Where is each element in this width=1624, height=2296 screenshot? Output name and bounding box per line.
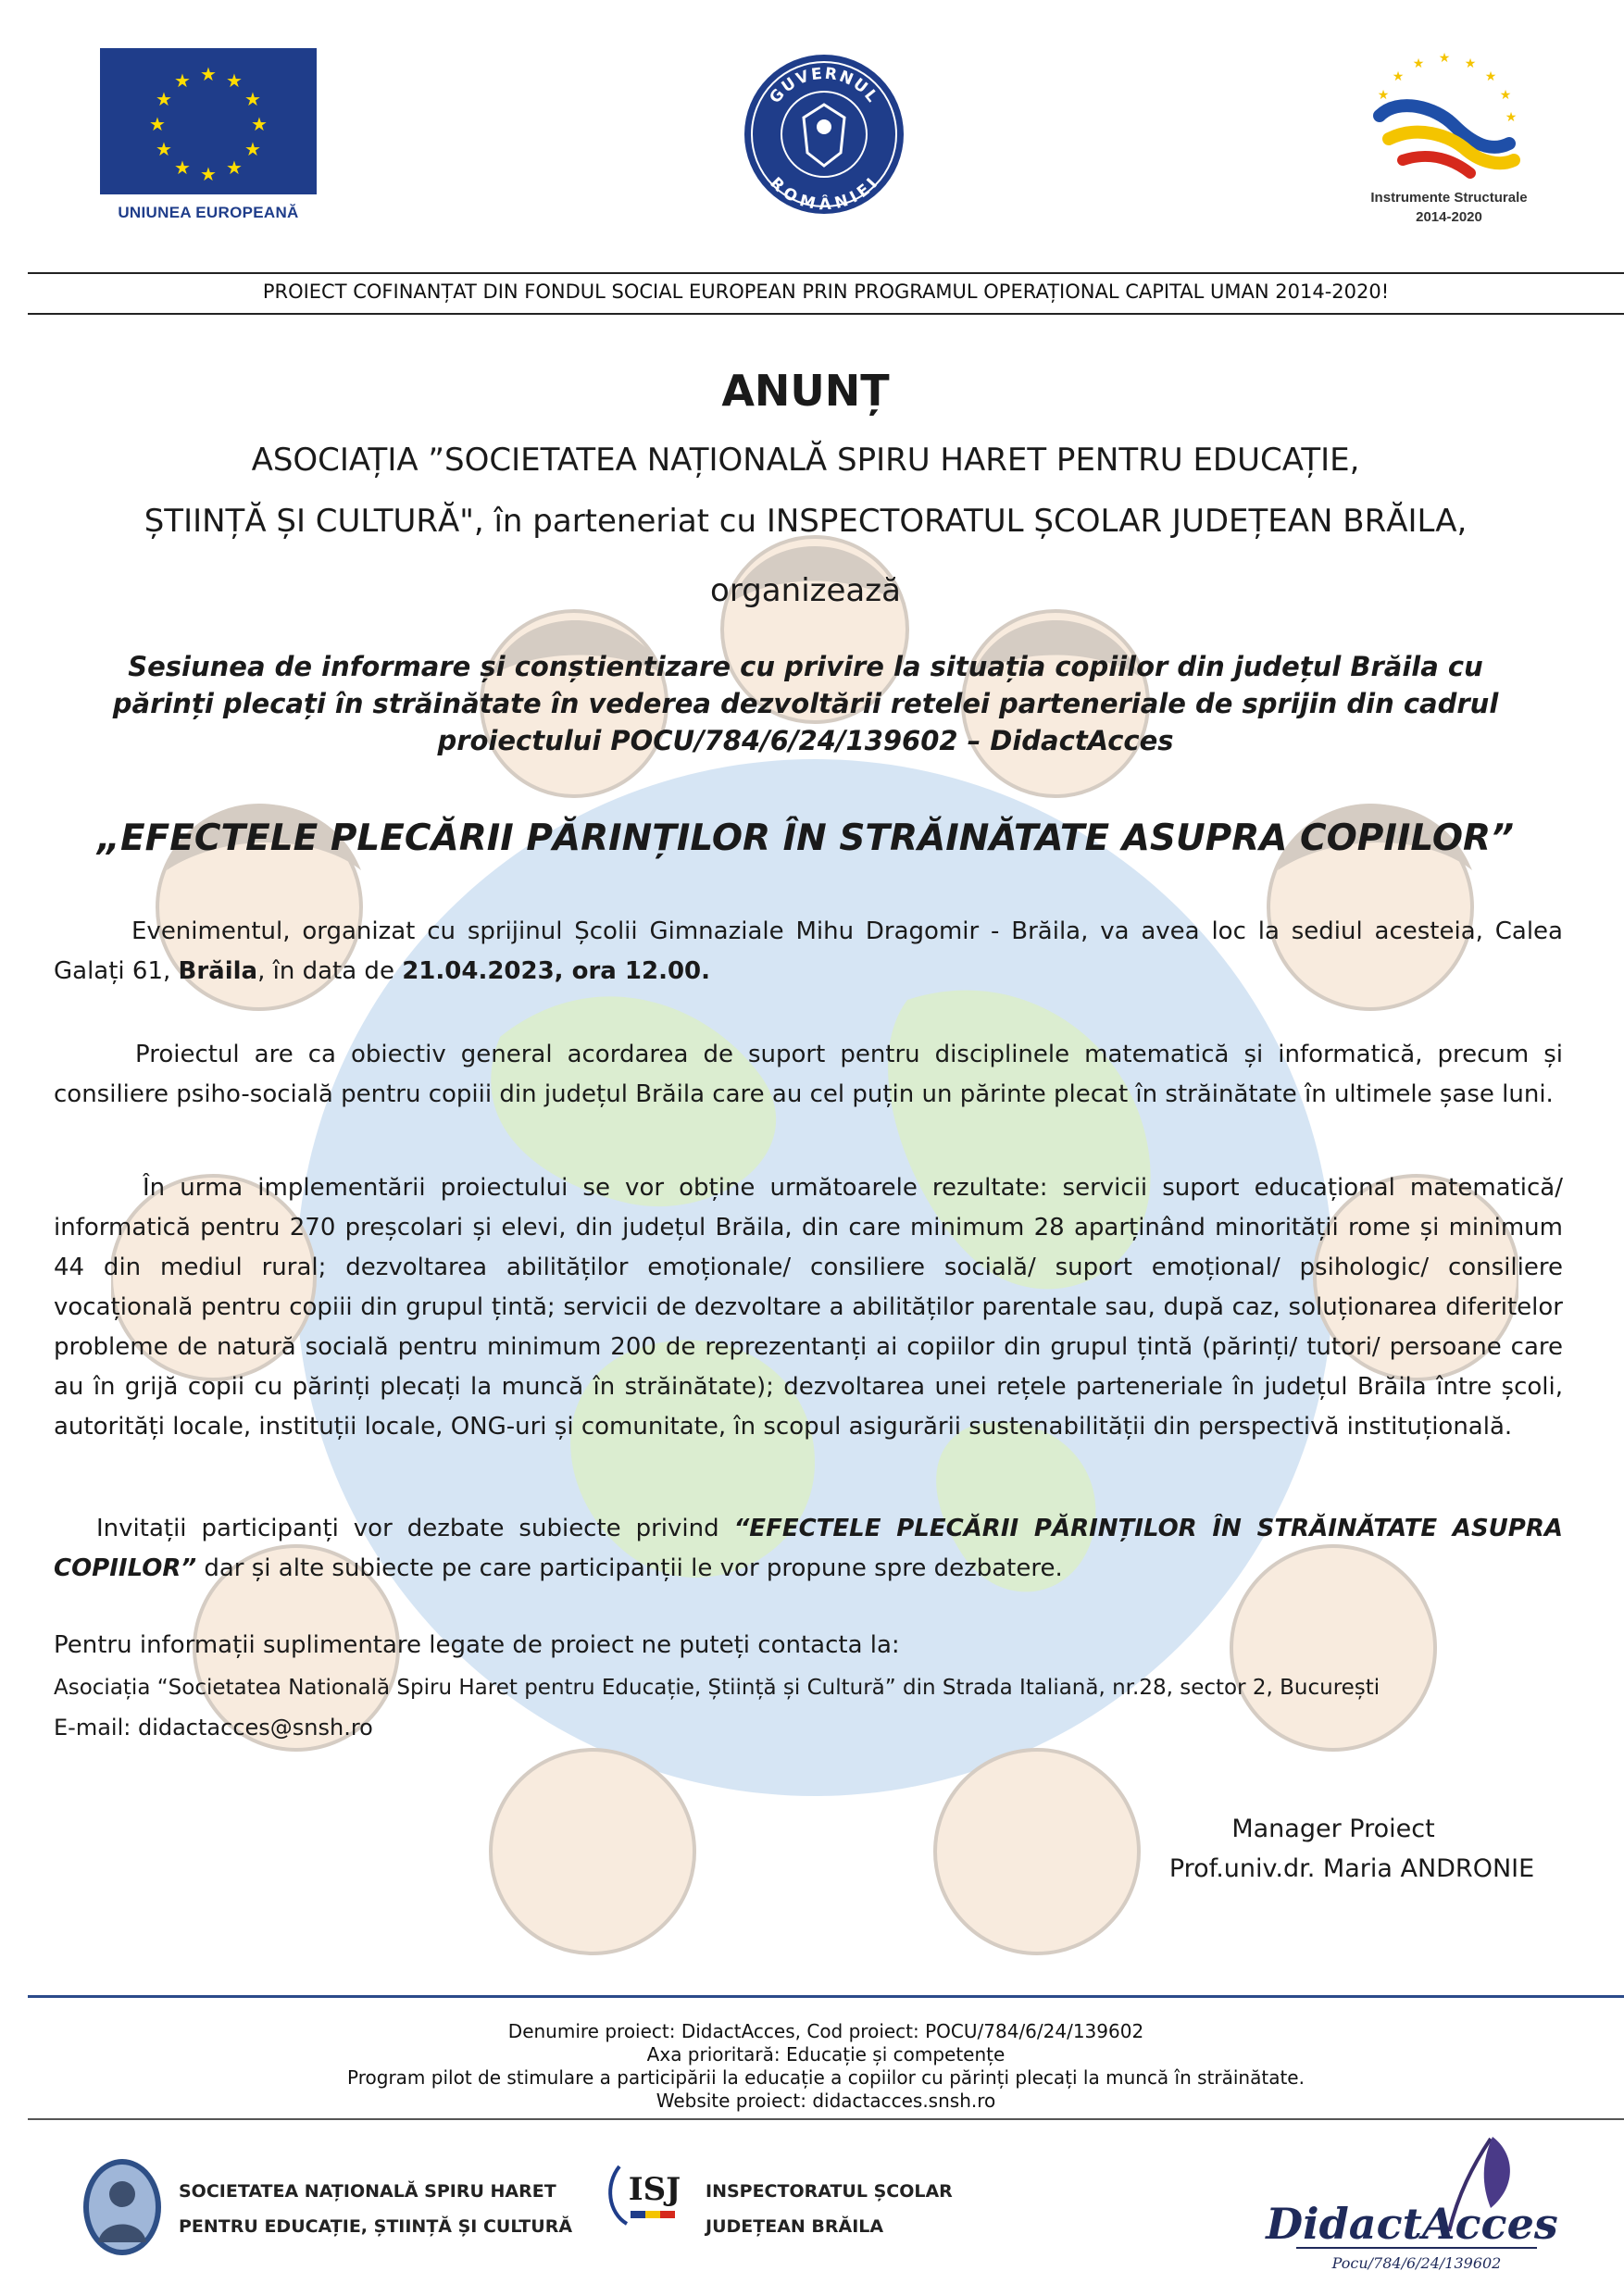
svg-text:★: ★ (174, 69, 191, 92)
svg-text:★: ★ (156, 88, 172, 110)
didact-code-text: Pocu/784/6/24/139602 (1331, 2254, 1502, 2272)
svg-text:★: ★ (1392, 69, 1405, 84)
topics-outro: dar și alte subiecte pe care participanții le vor propune spre dezbatere. (196, 1554, 1063, 1582)
announcement-title: ANUNȚ (721, 366, 890, 416)
topics-intro: Invitații participanți vor dezbate subiecte privind (96, 1515, 734, 1542)
svg-text:★: ★ (1499, 88, 1512, 103)
is-label-line1: Instrumente Structurale (1370, 190, 1528, 206)
instrumente-structurale-label (1333, 188, 1565, 227)
svg-text:★: ★ (244, 138, 261, 160)
svg-text:★: ★ (1438, 51, 1451, 66)
event-date: 21.04.2023, ora 12.00. (402, 957, 711, 985)
isj-mark: ISJ (628, 2171, 681, 2208)
results-paragraph (54, 1168, 1563, 1447)
snsh-line1: SOCIETATEA NAȚIONALĂ SPIRU HARET (179, 2181, 556, 2202)
contact-email[interactable]: E-mail: didactacces@snsh.ro (54, 1715, 373, 1741)
topics-paragraph (54, 1509, 1563, 1589)
event-headline: „EFECTELE PLECĂRII PĂRINȚILOR ÎN STRĂINĂTATE ASUPRA COPIILOR” (96, 817, 1515, 859)
svg-text:★: ★ (1484, 69, 1497, 84)
is-label-line2: 2014-2020 (1416, 209, 1482, 225)
event-details-paragraph (54, 912, 1563, 992)
svg-text:★: ★ (1412, 56, 1425, 71)
header-divider-top (28, 272, 1624, 274)
svg-text:★: ★ (1377, 88, 1390, 103)
isj-braila-logo-icon (606, 2157, 699, 2229)
eu-flag-icon (100, 48, 317, 194)
svg-text:★: ★ (226, 69, 243, 92)
results-text: În urma implementării proiectului se vor obține următoarele rezultate: servicii suport educațional matematică/ informatică pentru 270 preșcolari și elevi, din județul Brăila, din care minimum 28 aparținând minorității rome și minimum 44 din mediul rural; dezvoltarea abilităților emoționale/ consiliere socială/ suport emoțional/ psihologic/ consiliere vocațională pentru copiii din grupul țintă; servicii de dezvoltare a abilităților parentale sau, după caz, soluționarea diferitelor probleme de natură socială pentru minimum 200 de reprezentanți ai copiilor din grupul țintă (părinți/ tutori/ persoane care au în grijă copii cu părinți plecați la muncă în străinătate); dezvoltarea unei rețele parteneriale în județul Brăila între școli, autorități locale, instituții locale, ONG-uri și comunitate, în scopul asigurării sustenabilității din perspectivă instituțională. (54, 1174, 1563, 1441)
svg-text:★: ★ (149, 113, 166, 135)
event-details-text: Evenimentul, organizat cu sprijinul Școlii Gimnaziale Mihu Dragomir - Brăila, va avea loc la sediul acesteia, Calea Galați 61, (54, 917, 1563, 985)
manager-name: Prof.univ.dr. Maria ANDRONIE (1168, 1854, 1535, 1883)
footer-divider (28, 1995, 1624, 1998)
government-seal-icon (741, 51, 907, 218)
spiru-haret-portrait-icon (81, 2157, 163, 2257)
gov-seal-top-text: GUVERNUL (766, 64, 882, 107)
manager-role: Manager Proiect (1231, 1815, 1435, 1843)
cofinantat-banner: PROIECT COFINANȚAT DIN FONDUL SOCIAL EUROPEAN PRIN PROGRAMUL OPERAȚIONAL CAPITAL UMAN 2014-2020! (262, 281, 1390, 303)
objective-paragraph (54, 1035, 1563, 1115)
svg-text:★: ★ (1505, 110, 1518, 125)
snsh-organization-name (179, 2174, 572, 2244)
isj-organization-name (706, 2174, 953, 2244)
organizer-line-1: ASOCIAȚIA ”SOCIETATEA NAȚIONALĂ SPIRU HARET PENTRU EDUCAȚIE, (251, 442, 1360, 479)
event-date-intro: , în data de (257, 957, 403, 985)
event-city: Brăila (178, 957, 258, 985)
snsh-line2: PENTRU EDUCAȚIE, ȘTIINȚĂ ȘI CULTURĂ (179, 2216, 573, 2237)
organizer-line-2: ȘTIINȚĂ ȘI CULTURĂ", în parteneriat cu INSPECTORATUL ȘCOLAR JUDEȚEAN BRĂILA, (144, 503, 1468, 540)
header-divider-bottom (28, 313, 1624, 315)
svg-text:★: ★ (156, 138, 172, 160)
session-description: Sesiunea de informare și conștientizare cu privire la situația copiilor din județul Brăila cu părinți plecați în străinătate în vederea dezvoltării retelei parteneriale de sprijin din cadrul proiectului POCU/784/6/24/139602 – DidactAcces (112, 651, 1499, 756)
isj-line1: INSPECTORATUL ȘCOLAR (706, 2181, 953, 2202)
gov-seal-bottom-text: ROMÂNIEI (766, 173, 883, 215)
isj-line2: JUDEȚEAN BRĂILA (706, 2216, 884, 2237)
svg-text:★: ★ (1464, 56, 1477, 71)
objective-text: Proiectul are ca obiectiv general acordarea de suport pentru disciplinele matematică și informatică, precum și consiliere psiho-socială pentru copiii din județul Brăila care au cel puțin un părinte plecat în străinătate în ultimele șase luni. (54, 1041, 1563, 1108)
footer-website[interactable]: Website proiect: didactacces.snsh.ro (656, 2090, 996, 2112)
footer-project-name: Denumire proiect: DidactAcces, Cod proiect: POCU/784/6/24/139602 (507, 2020, 1144, 2042)
didact-logo-text: DidactAcces (1266, 2199, 1558, 2249)
svg-text:★: ★ (226, 156, 243, 179)
footer-program: Program pilot de stimulare a participării la educație a copiilor cu părinți plecați la muncă în străinătate. (347, 2066, 1305, 2089)
contact-title: Pentru informații suplimentare legate de proiect ne puteți contacta la: (54, 1631, 900, 1659)
footer-axis: Axa prioritară: Educație și competențe (646, 2043, 1006, 2065)
contact-address: Asociația “Societatea Natională Spiru Haret pentru Educație, Știință și Cultură” din Strada Italiană, nr.28, sector 2, București (54, 1676, 1380, 1700)
didactacces-logo-icon (1259, 2129, 1565, 2277)
organizer-line-3: organizează (710, 572, 901, 609)
svg-text:★: ★ (251, 113, 268, 135)
topics-title: “EFECTELE PLECĂRII PĂRINȚILOR ÎN STRĂINĂTATE ASUPRA COPIILOR” (54, 1515, 1563, 1582)
instrumente-structurale-logo-icon (1361, 51, 1528, 181)
svg-text:★: ★ (200, 63, 217, 85)
svg-text:★: ★ (244, 88, 261, 110)
eu-label: UNIUNEA EUROPEANĂ (118, 204, 299, 221)
svg-text:★: ★ (200, 163, 217, 185)
svg-text:★: ★ (174, 156, 191, 179)
footer-divider-2 (28, 2118, 1624, 2120)
